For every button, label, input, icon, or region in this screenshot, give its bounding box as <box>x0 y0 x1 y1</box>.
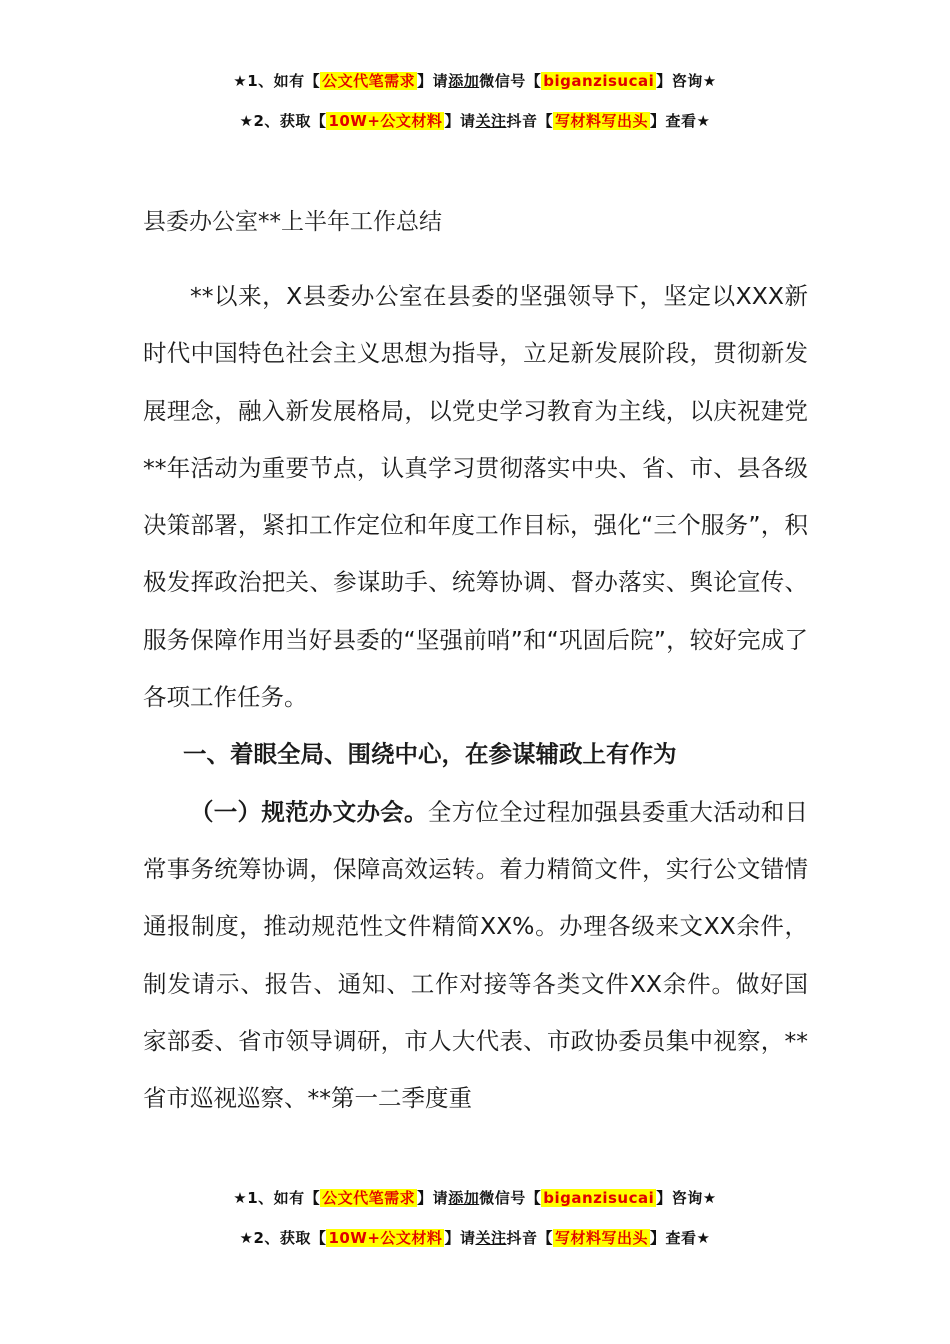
promo-banner-bottom-2 <box>0 1227 950 1248</box>
banner-underline: 添加 <box>448 1189 480 1207</box>
banner-text: 】请 <box>417 1189 449 1207</box>
banner-highlight: 公文代笔需求 <box>322 72 416 90</box>
banner-text: 】请 <box>417 72 449 90</box>
document-title: 县委办公室**上半年工作总结 <box>143 209 442 235</box>
banner-highlight: 写材料写出头 <box>554 112 648 130</box>
banner-text: 】咨询★ <box>656 1189 717 1207</box>
promo-banner-top-2 <box>0 110 950 131</box>
banner-text: 抖音【 <box>506 1229 553 1247</box>
banner-highlight: 10W+公文材料 <box>328 1229 443 1247</box>
banner-underline: 添加 <box>448 72 480 90</box>
banner-underline: 关注 <box>475 1229 507 1247</box>
section-heading-1: 一、着眼全局、围绕中心，在参谋辅政上有作为 <box>183 740 677 769</box>
banner-text: ★1、如有【 <box>233 72 321 90</box>
banner-highlight: 公文代笔需求 <box>322 1189 416 1207</box>
banner-highlight: 写材料写出头 <box>554 1229 648 1247</box>
banner-highlight: biganzisucai <box>543 72 655 90</box>
banner-text: 抖音【 <box>506 112 553 130</box>
banner-text: 】请 <box>444 1229 476 1247</box>
promo-banner-top-1 <box>0 70 950 91</box>
banner-text: ★2、获取【 <box>239 1229 327 1247</box>
document-body <box>143 268 808 1127</box>
intro-paragraph: **以来，X县委办公室在县委的坚强领导下，坚定以XXX新时代中国特色社会主义思想为指导，立足新发展阶段，贯彻新发展理念，融入新发展格局，以党史学习教育为主线，以庆祝建党**年活动为重要节点，认真学习贯彻落实中央、省、市、县各级决策部署，紧扣工作定位和年度工作目标，强化“三个服务”，积极发挥政治把关、参谋助手、统筹协调、督办落实、舆论宣传、服务保障作用当好县委的“坚强前哨”和“巩固后院”，较好完成了各项工作任务。 <box>143 282 808 712</box>
promo-banner-bottom-1 <box>0 1187 950 1208</box>
banner-text: 】查看★ <box>650 112 711 130</box>
banner-text: ★2、获取【 <box>239 112 327 130</box>
banner-highlight: 10W+公文材料 <box>328 112 443 130</box>
subsection-paragraph-1 <box>143 784 808 1128</box>
banner-text: 微信号【 <box>479 72 542 90</box>
subsection-text: 全方位全过程加强县委重大活动和日常事务统筹协调，保障高效运转。着力精简文件，实行公文错情通报制度，推动规范性文件精简XX%。办理各级来文XX余件，制发请示、报告、通知、工作对接等各类文件XX余件。做好国家部委、省市领导调研，市人大代表、市政协委员集中视察，**省市巡视巡察、**第一二季度重 <box>143 797 809 1113</box>
banner-text: ★1、如有【 <box>233 1189 321 1207</box>
subsection-title: （一）规范办文办会。 <box>190 797 428 826</box>
banner-text: 微信号【 <box>479 1189 542 1207</box>
banner-underline: 关注 <box>475 112 507 130</box>
banner-text: 】查看★ <box>650 1229 711 1247</box>
banner-text: 】咨询★ <box>656 72 717 90</box>
banner-highlight: biganzisucai <box>543 1189 655 1207</box>
banner-text: 】请 <box>444 112 476 130</box>
